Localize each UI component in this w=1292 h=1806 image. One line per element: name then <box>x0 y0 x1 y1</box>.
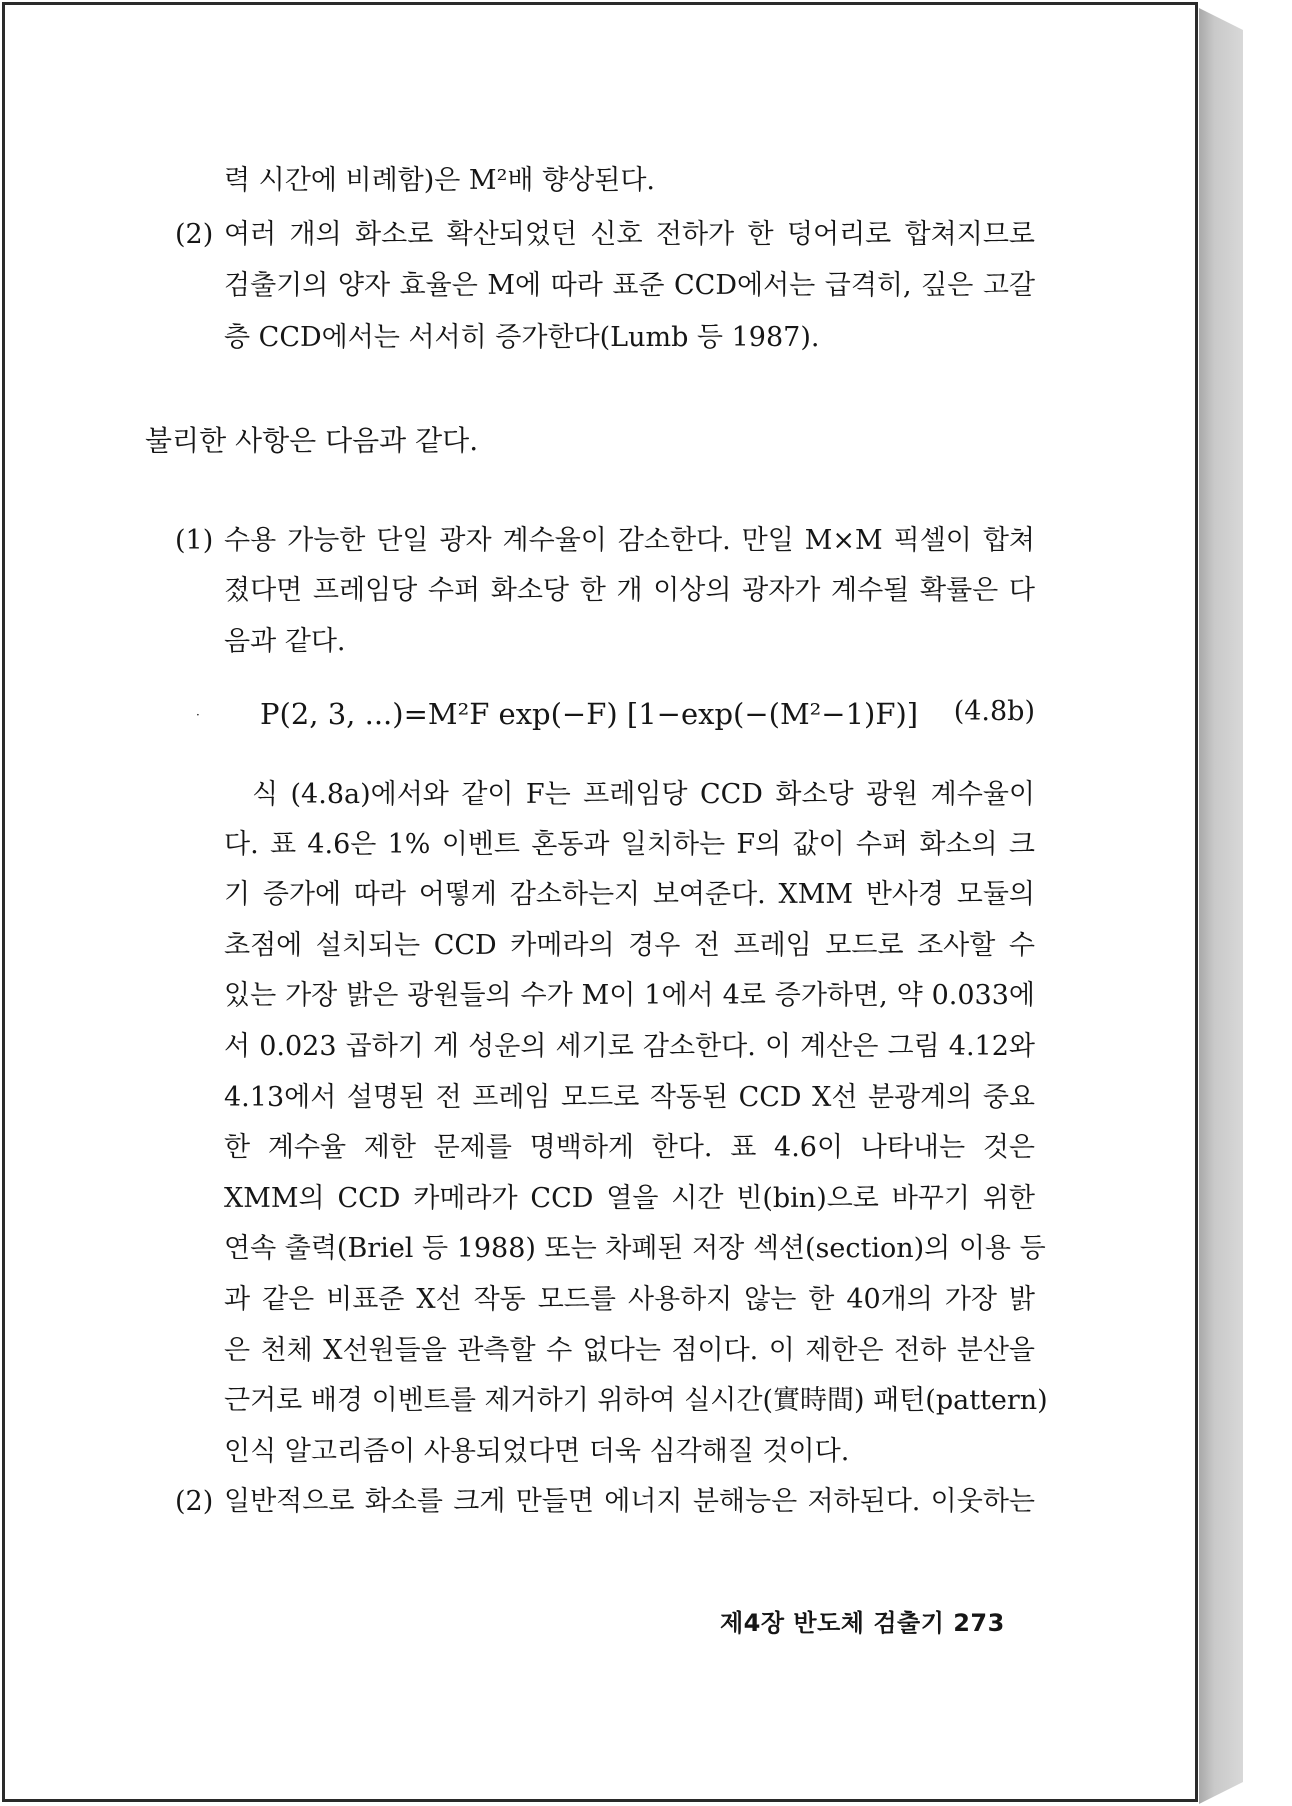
paragraph-line-2: 다. 표 4.6은 1% 이벤트 혼동과 일치하는 F의 값이 수퍼 화소의 크 <box>224 829 1035 860</box>
disadvantage-1-number: (1) <box>175 525 214 556</box>
page-footer: 제4장 반도체 검출기 273 <box>720 1609 1005 1637</box>
disadvantage-1-line-2: 졌다면 프레임당 수퍼 화소당 한 개 이상의 광자가 계수될 확률은 다 <box>224 575 1035 606</box>
disadvantage-1-line-3: 음과 같다. <box>224 626 346 657</box>
paragraph-line-8: 한 계수율 제한 문제를 명백하게 한다. 표 4.6이 나타내는 것은 <box>224 1132 1035 1163</box>
disadvantages-intro: 불리한 사항은 다음과 같다. <box>145 424 479 457</box>
advantage-2-number: (2) <box>175 219 214 250</box>
disadvantage-1-line-1: 수용 가능한 단일 광자 계수율이 감소한다. 만일 M×M 픽셀이 합쳐 <box>224 525 1035 556</box>
equation-block <box>260 696 1035 732</box>
paragraph-line-6: 서 0.023 곱하기 게 성운의 세기로 감소한다. 이 계산은 그림 4.12와 <box>224 1031 1035 1062</box>
paragraph-line-10: 연속 출력(Briel 등 1988) 또는 차폐된 저장 섹션(section)의 이용 등 <box>224 1233 1046 1264</box>
advantage-2-line-2: 검출기의 양자 효율은 M에 따라 표준 CCD에서는 급격히, 깊은 고갈 <box>224 270 1035 301</box>
paragraph-line-3: 기 증가에 따라 어떻게 감소하는지 보여준다. XMM 반사경 모듈의 <box>224 879 1035 910</box>
paragraph-line-7: 4.13에서 설명된 전 프레임 모드로 작동된 CCD X선 분광계의 중요 <box>224 1082 1035 1113</box>
advantage-2-line-1: 여러 개의 화소로 확산되었던 신호 전하가 한 덩어리로 합쳐지므로 <box>224 219 1035 250</box>
paragraph-line-5: 있는 가장 밝은 광원들의 수가 M이 1에서 4로 증가하면, 약 0.033에 <box>224 980 1035 1011</box>
paragraph-line-12: 은 천체 X선원들을 관측할 수 없다는 점이다. 이 제한은 전하 분산을 <box>224 1335 1035 1366</box>
page-edge-shadow <box>1199 8 1243 1804</box>
advantage-2-line-3: 층 CCD에서는 서서히 증가한다(Lumb 등 1987). <box>224 322 820 353</box>
disadvantage-2-number: (2) <box>175 1486 214 1517</box>
equation-number: (4.8b) <box>953 696 1035 727</box>
paragraph-line-11: 과 같은 비표준 X선 작동 모드를 사용하지 않는 한 40개의 가장 밝 <box>224 1284 1035 1315</box>
paragraph-line-14: 인식 알고리즘이 사용되었다면 더욱 심각해질 것이다. <box>224 1436 850 1467</box>
paragraph-line-9: XMM의 CCD 카메라가 CCD 열을 시간 빈(bin)으로 바꾸기 위한 <box>224 1183 1035 1214</box>
paragraph-line-4: 초점에 설치되는 CCD 카메라의 경우 전 프레임 모드로 조사할 수 <box>224 930 1035 961</box>
disadvantage-2-line-1: 일반적으로 화소를 크게 만들면 에너지 분해능은 저하된다. 이웃하는 <box>224 1486 1035 1517</box>
equation-4-8b: P(2, 3, ...)=M²F exp(−F) [1−exp(−(M²−1)F)] <box>260 697 919 731</box>
continuation-line: 력 시간에 비례함)은 M²배 향상된다. <box>224 165 655 196</box>
paragraph-line-1: 식 (4.8a)에서와 같이 F는 프레임당 CCD 화소당 광원 계수율이 <box>252 779 1035 810</box>
equation-marker: · <box>196 708 200 722</box>
paragraph-line-13: 근거로 배경 이벤트를 제거하기 위하여 실시간(實時間) 패턴(pattern) <box>224 1385 1048 1416</box>
